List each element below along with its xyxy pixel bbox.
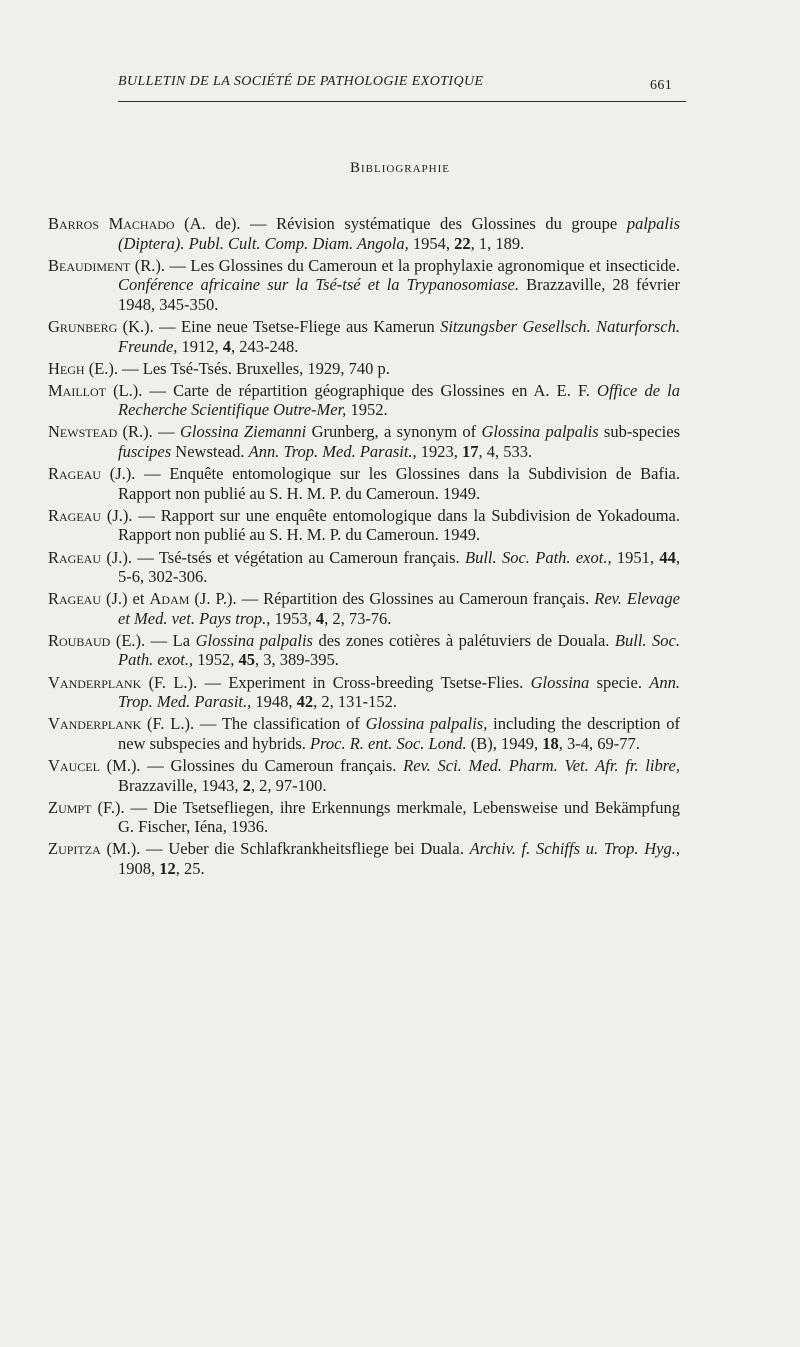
- reference-text: , 2, 97-100.: [250, 775, 327, 795]
- reference-text: — Les Glossines du Cameroun et la prophylaxie agronomique et insecticide.: [165, 255, 680, 275]
- reference-initials: (L.).: [106, 380, 143, 400]
- reference-author: Vanderplank: [48, 714, 142, 734]
- reference-text: Rev. Sci. Med. Pharm. Vet. Afr. fr. libre,: [403, 755, 680, 775]
- reference-author: Rageau: [48, 464, 101, 484]
- reference-initials: (R.).: [130, 255, 166, 275]
- reference-text: 2: [242, 775, 251, 795]
- journal-title: BULLETIN DE LA SOCIÉTÉ DE PATHOLOGIE EXOTIQUE: [118, 74, 484, 89]
- reference-entry: [48, 631, 680, 670]
- reference-text: 1952,: [193, 650, 239, 670]
- reference-text: — Les Tsé-Tsés. Bruxelles, 1929, 740 p.: [118, 358, 390, 378]
- reference-text: — Rapport sur une enquête entomologique dans la Subdivision de Yokadouma. Rapport non publié au S. H. M. P. du Cameroun. 1949.: [118, 505, 680, 545]
- reference-text: , 243-248.: [231, 336, 299, 356]
- reference-text: 1952.: [346, 400, 388, 420]
- reference-text: 44: [659, 547, 676, 567]
- section-title: Bibliographie: [350, 160, 450, 176]
- reference-text: Office de la Recherche Scientifique Outre-Mer,: [118, 380, 680, 420]
- reference-text: 4: [315, 608, 325, 628]
- reference-list: [48, 214, 680, 881]
- reference-author: Adam: [149, 589, 190, 609]
- reference-text: Bull. Soc. Path. exot.,: [465, 547, 612, 567]
- reference-author: Vaucel: [48, 755, 100, 775]
- reference-text: , 25.: [175, 858, 205, 878]
- reference-text: Glossina: [530, 672, 590, 692]
- reference-text: — Eine neue Tsetse-Fliege aus Kamerun: [153, 316, 441, 336]
- reference-text: — The classification of: [194, 714, 366, 734]
- reference-text: Glossina palpalis: [481, 422, 599, 442]
- reference-author: Barros Machado: [48, 214, 175, 233]
- reference-text: 1908,: [118, 858, 160, 878]
- reference-author: Newstead: [48, 422, 118, 442]
- reference-entry: [48, 798, 680, 837]
- reference-text: , 2, 73-76.: [324, 608, 392, 628]
- reference-text: 1923,: [416, 442, 463, 462]
- reference-initials: (E.).: [84, 358, 119, 378]
- reference-text: , 1, 189.: [470, 233, 525, 253]
- reference-text: Conférence africaine sur la Tsé-tsé et la Trypanosomiase.: [118, 275, 519, 295]
- reference-text: including the description of new subspecies and hybrids.: [118, 714, 680, 753]
- reference-author: Roubaud: [48, 630, 111, 650]
- reference-text: — Experiment in Cross-breeding Tsetse-Flies.: [197, 672, 531, 692]
- reference-text: Glossina Ziemanni: [179, 422, 307, 442]
- reference-initials: (F. L.).: [141, 714, 195, 734]
- reference-text: (B), 1949,: [466, 733, 543, 753]
- reference-text: 42: [296, 692, 314, 712]
- reference-text: , 4, 533.: [478, 442, 533, 462]
- reference-text: 1912,: [177, 336, 223, 356]
- reference-text: — La: [145, 630, 196, 650]
- reference-text: , 3-4, 69-77.: [558, 733, 640, 753]
- reference-entry: [48, 256, 680, 315]
- reference-author: Zumpt: [48, 797, 92, 817]
- reference-text: Proc. R. ent. Soc. Lond.: [310, 733, 467, 753]
- reference-initials: (K.).: [117, 316, 154, 336]
- reference-author: Rageau: [48, 505, 101, 525]
- reference-initials: (F.).: [91, 797, 125, 817]
- reference-initials: (E.).: [110, 630, 146, 650]
- reference-text: — Répartition des Glossines au Cameroun français.: [236, 589, 595, 609]
- reference-text: 1951,: [611, 547, 660, 567]
- reference-text: — Carte de répartition géographique des Glossines en A. E. F.: [142, 380, 598, 400]
- reference-entry: [48, 422, 680, 461]
- reference-initials: (J.) et: [101, 589, 150, 609]
- reference-text: 1954,: [408, 233, 455, 253]
- reference-text: Grunberg, a synonym of: [306, 422, 482, 442]
- reference-text: Newstead.: [171, 442, 249, 462]
- reference-text: 45: [238, 650, 256, 670]
- reference-initials: (J. P.).: [189, 589, 237, 609]
- reference-author: Zupitza: [48, 839, 101, 859]
- reference-text: Sitzungsber Gesellsch. Naturforsch. Freunde,: [118, 316, 680, 356]
- reference-text: palpalis (Diptera). Publ. Cult. Comp. Diam. Angola,: [118, 214, 680, 253]
- reference-text: specie.: [589, 672, 650, 692]
- reference-text: 17: [462, 442, 479, 462]
- reference-text: 22: [454, 233, 471, 253]
- reference-entry: [48, 317, 680, 356]
- reference-text: — Die Tsetsefliegen, ihre Erkennungs merkmale, Lebensweise und Bekämpfung G. Fischer, Iéna, 1936.: [118, 797, 680, 837]
- reference-text: — Enquête entomologique sur les Glossines dans la Subdivision de Bafia. Rapport non publié au S. H. M. P. du Cameroun. 1949.: [118, 464, 680, 503]
- reference-initials: (J.).: [101, 547, 132, 567]
- reference-text: — Révision systématique des Glossines du groupe: [240, 214, 627, 233]
- reference-entry: [48, 359, 680, 379]
- reference-initials: (M.).: [100, 839, 141, 859]
- reference-entry: [48, 214, 680, 253]
- reference-entry: [48, 589, 680, 628]
- reference-initials: (J.).: [101, 464, 136, 484]
- reference-text: , 5-6, 302-306.: [118, 547, 680, 587]
- reference-text: Rev. Elevage et Med. vet. Pays trop.,: [118, 589, 681, 628]
- reference-text: — Ueber die Schlafkrankheitsfliege bei Duala.: [140, 839, 470, 859]
- reference-text: 12: [159, 858, 176, 878]
- reference-text: Ann. Trop. Med. Parasit.,: [118, 672, 680, 712]
- reference-author: Vanderplank: [48, 672, 142, 692]
- reference-initials: (A. de).: [174, 214, 241, 233]
- reference-initials: (F. L.).: [141, 672, 198, 692]
- reference-text: —: [152, 422, 180, 442]
- reference-entry: [48, 506, 680, 545]
- reference-text: 4: [222, 336, 232, 356]
- reference-entry: [48, 714, 680, 753]
- reference-text: sub-species: [598, 422, 680, 442]
- reference-author: Beaudiment: [48, 255, 131, 275]
- reference-entry: [48, 673, 680, 712]
- page-number: 661: [650, 78, 673, 93]
- reference-entry: [48, 381, 680, 420]
- reference-text: Brazzaville, 1943,: [118, 775, 243, 795]
- reference-text: , 3, 389-395.: [255, 650, 339, 670]
- reference-author: Rageau: [48, 547, 101, 567]
- reference-initials: (M.).: [99, 755, 141, 775]
- reference-author: Rageau: [48, 589, 101, 609]
- reference-author: Hegh: [48, 358, 85, 378]
- reference-text: — Tsé-tsés et végétation au Cameroun français.: [132, 547, 466, 567]
- header-rule: [118, 101, 686, 102]
- reference-entry: [48, 548, 680, 587]
- reference-text: Ann. Trop. Med. Parasit.,: [248, 442, 417, 462]
- reference-text: Glossina palpalis: [195, 630, 313, 650]
- reference-text: 1953,: [270, 608, 316, 628]
- reference-text: Bull. Soc. Path. exot.,: [118, 630, 680, 670]
- reference-entry: [48, 839, 680, 878]
- reference-text: — Glossines du Cameroun français.: [140, 755, 404, 775]
- reference-text: 18: [542, 733, 559, 753]
- reference-text: , 2, 131-152.: [313, 692, 397, 712]
- reference-text: des zones cotières à palétuviers de Douala.: [312, 630, 615, 650]
- reference-initials: (R.).: [117, 422, 153, 442]
- reference-entry: [48, 756, 680, 795]
- reference-text: Brazzaville, 28 février 1948, 345-350.: [118, 275, 680, 314]
- reference-text: 1948,: [251, 692, 297, 712]
- reference-author: Maillot: [48, 380, 106, 400]
- reference-initials: (J.).: [101, 505, 133, 525]
- reference-author: Grunberg: [48, 316, 118, 336]
- reference-entry: [48, 464, 680, 503]
- reference-text: Glossina palpalis,: [365, 714, 488, 734]
- reference-text: Archiv. f. Schiffs u. Trop. Hyg.,: [469, 839, 680, 859]
- reference-text: fuscipes: [118, 442, 172, 462]
